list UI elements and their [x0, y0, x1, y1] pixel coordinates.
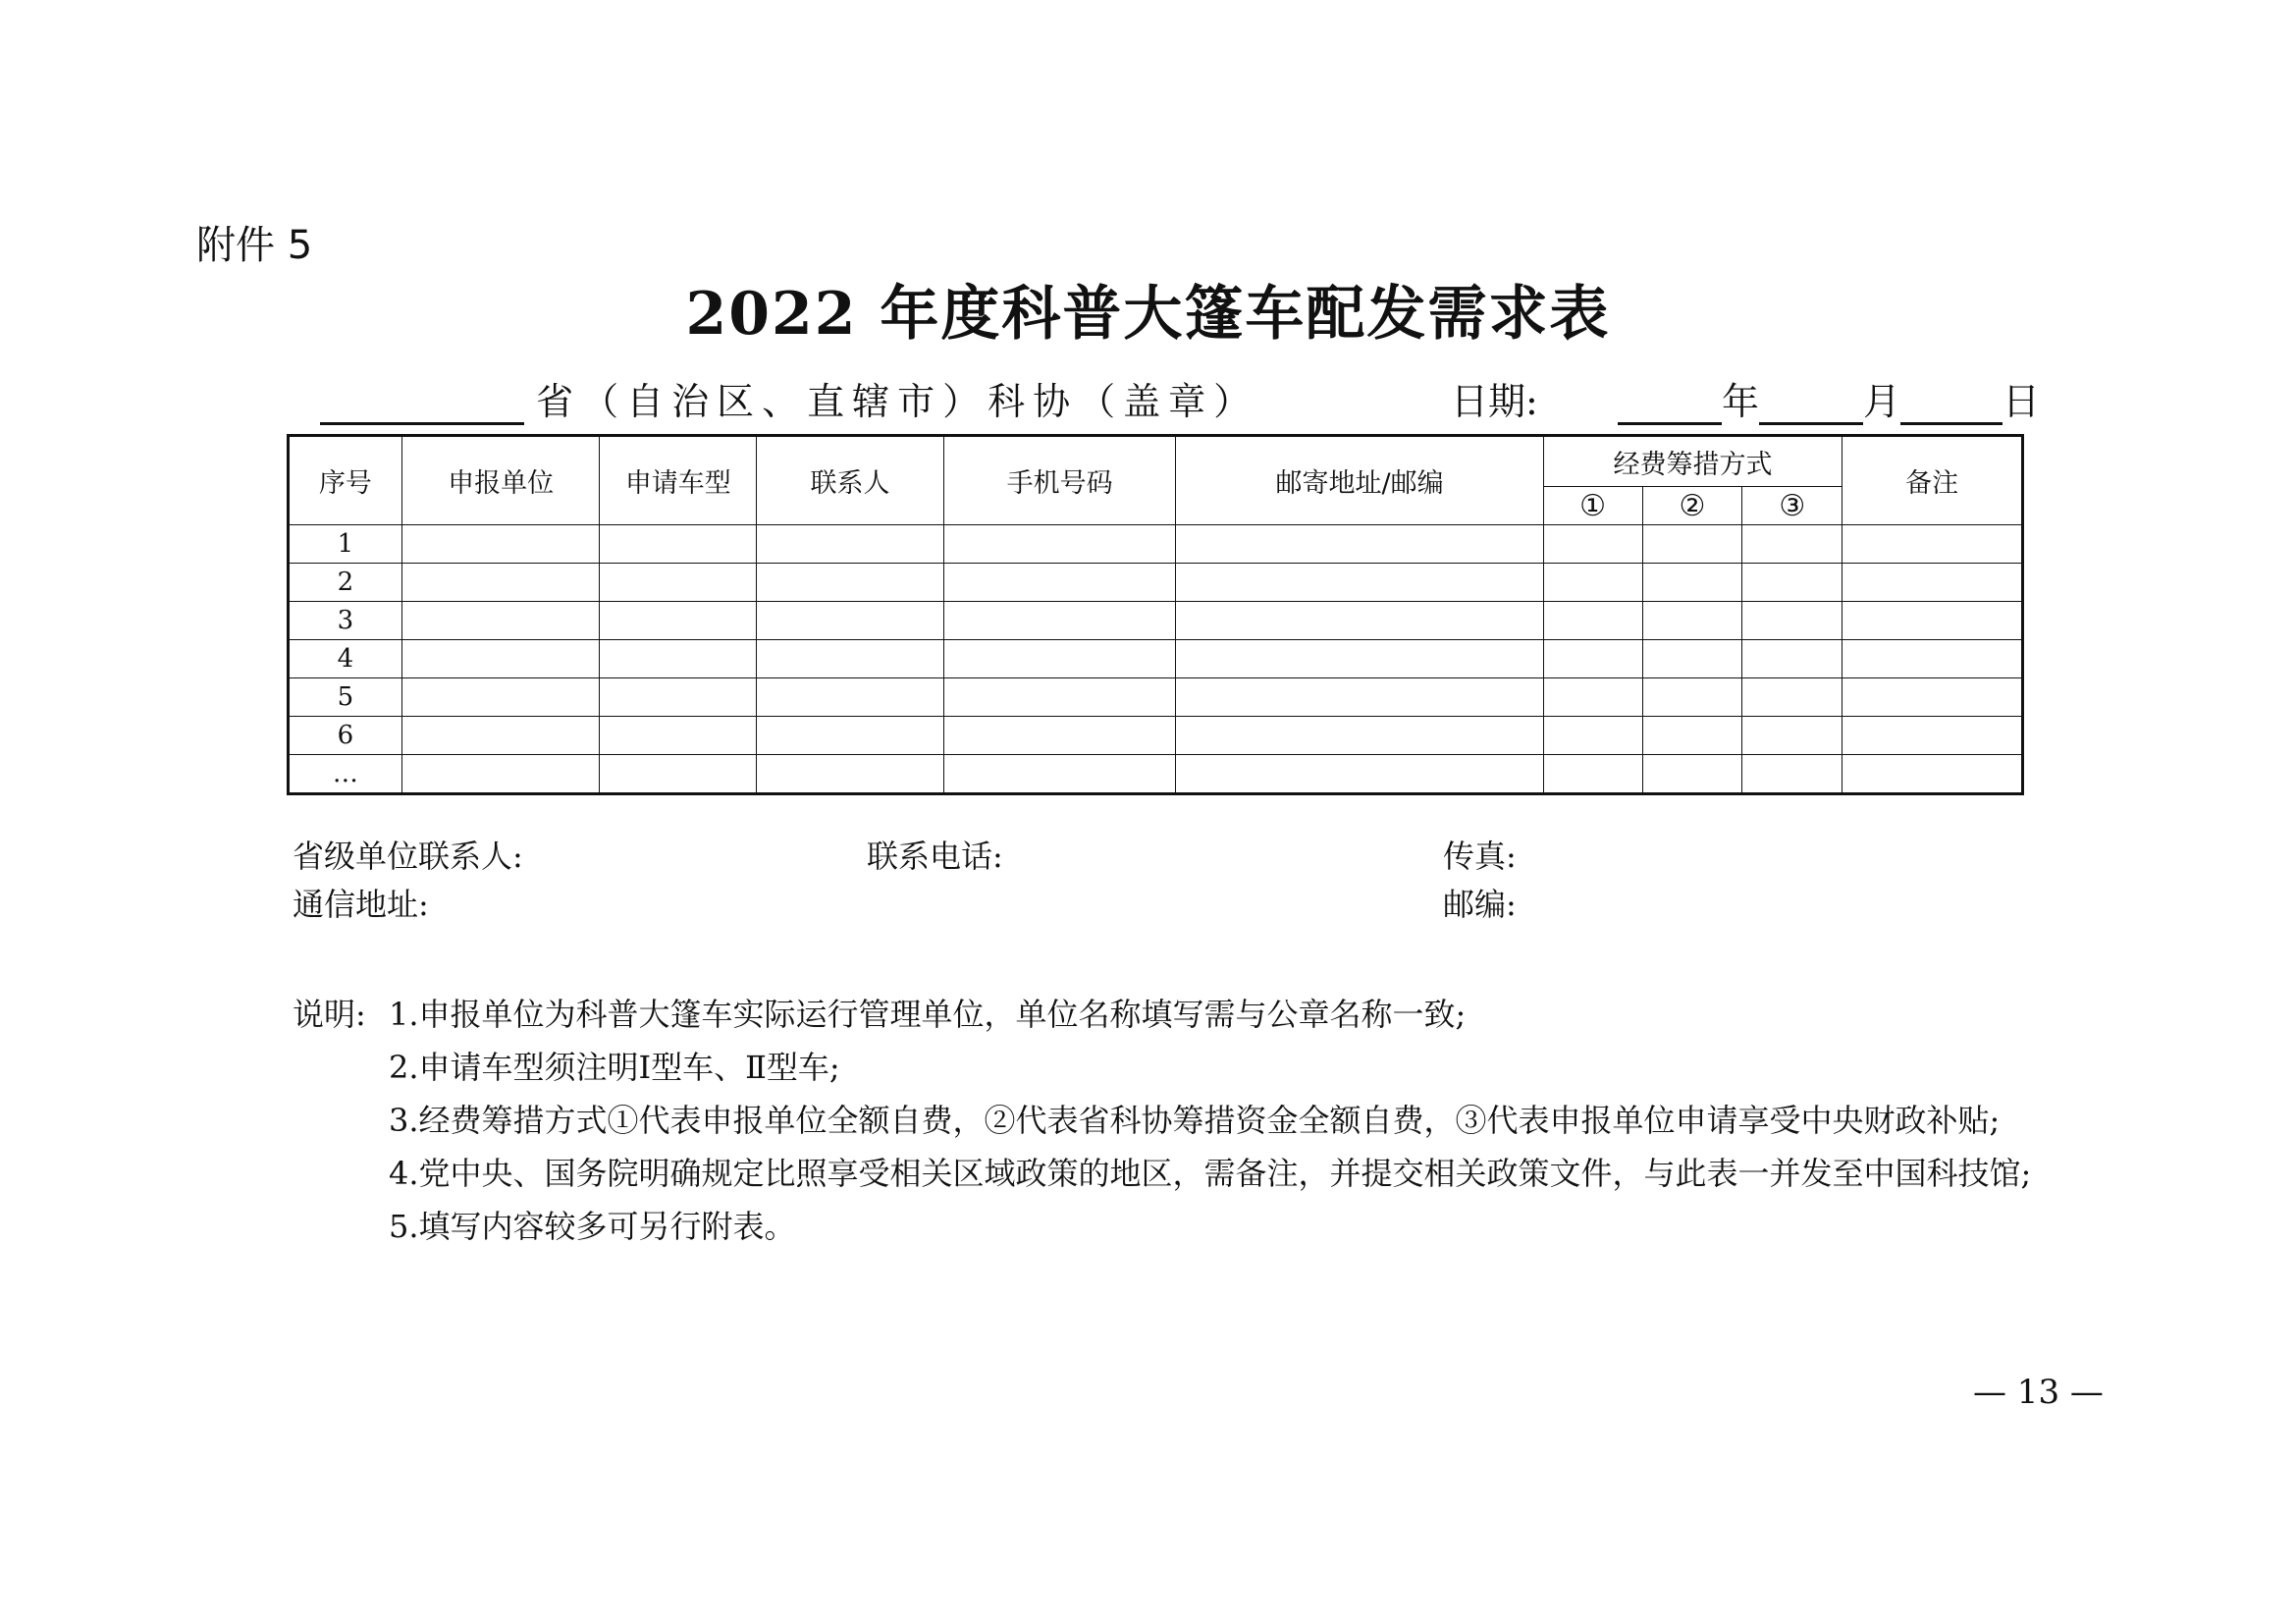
table-cell[interactable] [600, 564, 757, 602]
table-cell[interactable] [1642, 602, 1742, 640]
page-title: 2022 年度科普大篷车配发需求表 [685, 280, 1611, 349]
table-cell[interactable] [943, 678, 1176, 717]
header-seq: 序号 [289, 436, 402, 525]
header-vehicle: 申请车型 [600, 436, 757, 525]
month-blank[interactable] [1759, 377, 1863, 425]
header-unit: 申报单位 [401, 436, 600, 525]
table-cell[interactable] [943, 564, 1176, 602]
header-remarks: 备注 [1842, 436, 2023, 525]
postcode-label: 邮编: [1443, 886, 1517, 923]
table-cell[interactable] [600, 717, 757, 755]
table-cell[interactable] [401, 564, 600, 602]
table-cell[interactable] [943, 755, 1176, 794]
table-cell[interactable] [401, 678, 600, 717]
header-contact: 联系人 [757, 436, 944, 525]
table-cell[interactable] [1176, 717, 1543, 755]
table-cell[interactable] [1176, 640, 1543, 678]
table-cell[interactable] [401, 717, 600, 755]
table-cell[interactable] [1543, 755, 1642, 794]
table-cell[interactable] [943, 602, 1176, 640]
table-cell[interactable] [1742, 602, 1842, 640]
header-funding-opt3: ③ [1742, 487, 1842, 525]
table-cell[interactable] [757, 640, 944, 678]
table-cell[interactable] [1842, 678, 2023, 717]
day-label: 日 [2002, 380, 2041, 423]
table-cell[interactable] [757, 755, 944, 794]
table-cell[interactable] [401, 525, 600, 564]
table-cell[interactable] [1543, 717, 1642, 755]
table-cell[interactable] [1842, 640, 2023, 678]
table-row [289, 717, 2023, 755]
table-cell[interactable] [1842, 564, 2023, 602]
table-cell[interactable] [1642, 564, 1742, 602]
table-cell[interactable] [1842, 755, 2023, 794]
table-cell[interactable] [1176, 678, 1543, 717]
fax-label: 传真: [1443, 838, 1517, 875]
table-cell[interactable] [1742, 678, 1842, 717]
mailing-address-label: 通信地址: [293, 886, 429, 923]
table-cell[interactable] [600, 755, 757, 794]
table-cell[interactable] [1543, 640, 1642, 678]
table-cell[interactable] [1842, 602, 2023, 640]
contact-phone-label: 联系电话: [867, 838, 1003, 875]
table-row [289, 564, 2023, 602]
table-row [289, 640, 2023, 678]
year-label: 年 [1722, 380, 1760, 423]
table-cell[interactable] [1176, 602, 1543, 640]
table-cell[interactable] [1642, 717, 1742, 755]
table-cell[interactable] [1742, 525, 1842, 564]
table-cell[interactable] [1543, 564, 1642, 602]
province-blank[interactable] [320, 377, 524, 425]
note-item-3: 3.经费筹措方式①代表申报单位全额自费，②代表省科协筹措资金全额自费，③代表申报单位申请享受中央财政补贴; [389, 1102, 2001, 1139]
note-item-4: 4.党中央、国务院明确规定比照享受相关区域政策的地区，需备注，并提交相关政策文件，与此表一并发至中国科技馆; [389, 1155, 2032, 1192]
table-row [289, 678, 2023, 717]
table-cell[interactable] [1176, 564, 1543, 602]
row-seq: 3 [289, 602, 402, 640]
table-cell[interactable] [757, 717, 944, 755]
table-cell[interactable] [1842, 525, 2023, 564]
table-cell[interactable] [401, 602, 600, 640]
table-cell[interactable] [1742, 755, 1842, 794]
date-fields [1618, 371, 2040, 425]
provincial-contact-label: 省级单位联系人: [293, 838, 523, 875]
header-funding-opt2: ② [1642, 487, 1742, 525]
table-cell[interactable] [943, 640, 1176, 678]
row-seq: 2 [289, 564, 402, 602]
demand-table [287, 434, 2024, 795]
table-cell[interactable] [1742, 564, 1842, 602]
row-seq: 1 [289, 525, 402, 564]
table-cell[interactable] [1642, 525, 1742, 564]
month-label: 月 [1863, 380, 1901, 423]
table-cell[interactable] [757, 678, 944, 717]
table-cell[interactable] [600, 525, 757, 564]
table-row [289, 755, 2023, 794]
table-cell[interactable] [1642, 640, 1742, 678]
header-address: 邮寄地址/邮编 [1176, 436, 1543, 525]
note-item-5: 5.填写内容较多可另行附表。 [389, 1208, 796, 1245]
table-cell[interactable] [1742, 640, 1842, 678]
header-funding-opt1: ① [1543, 487, 1642, 525]
year-blank[interactable] [1618, 377, 1722, 425]
notes-label: 说明: [293, 996, 366, 1033]
org-line-label: 省（自治区、直辖市）科协（盖章） [536, 380, 1259, 423]
header-phone: 手机号码 [943, 436, 1176, 525]
table-cell[interactable] [943, 525, 1176, 564]
org-line [320, 371, 1258, 426]
table-cell[interactable] [1176, 755, 1543, 794]
table-row [289, 602, 2023, 640]
table-cell[interactable] [1176, 525, 1543, 564]
row-seq: 6 [289, 717, 402, 755]
table-cell[interactable] [1742, 717, 1842, 755]
table-cell[interactable] [757, 525, 944, 564]
table-cell[interactable] [943, 717, 1176, 755]
table-cell[interactable] [757, 564, 944, 602]
note-item-1: 1.申报单位为科普大篷车实际运行管理单位，单位名称填写需与公章名称一致; [389, 996, 1467, 1033]
table-cell[interactable] [1842, 717, 2023, 755]
row-seq: … [289, 755, 402, 794]
header-funding: 经费筹措方式 [1543, 436, 1842, 487]
table-cell[interactable] [600, 640, 757, 678]
table-cell[interactable] [1642, 678, 1742, 717]
table-cell[interactable] [1642, 755, 1742, 794]
table-cell[interactable] [401, 640, 600, 678]
day-blank[interactable] [1900, 377, 2002, 425]
table-cell[interactable] [1543, 602, 1642, 640]
date-label: 日期: [1451, 380, 1538, 423]
page-number: — 13 — [1973, 1373, 2104, 1412]
table-row [289, 525, 2023, 564]
row-seq: 5 [289, 678, 402, 717]
table-cell[interactable] [600, 602, 757, 640]
row-seq: 4 [289, 640, 402, 678]
table-cell[interactable] [757, 602, 944, 640]
table-cell[interactable] [401, 755, 600, 794]
attachment-label: 附件 5 [196, 223, 313, 268]
table-cell[interactable] [1543, 678, 1642, 717]
table-cell[interactable] [600, 678, 757, 717]
note-item-2: 2.申请车型须注明Ⅰ型车、Ⅱ型车; [389, 1049, 840, 1086]
table-cell[interactable] [1543, 525, 1642, 564]
